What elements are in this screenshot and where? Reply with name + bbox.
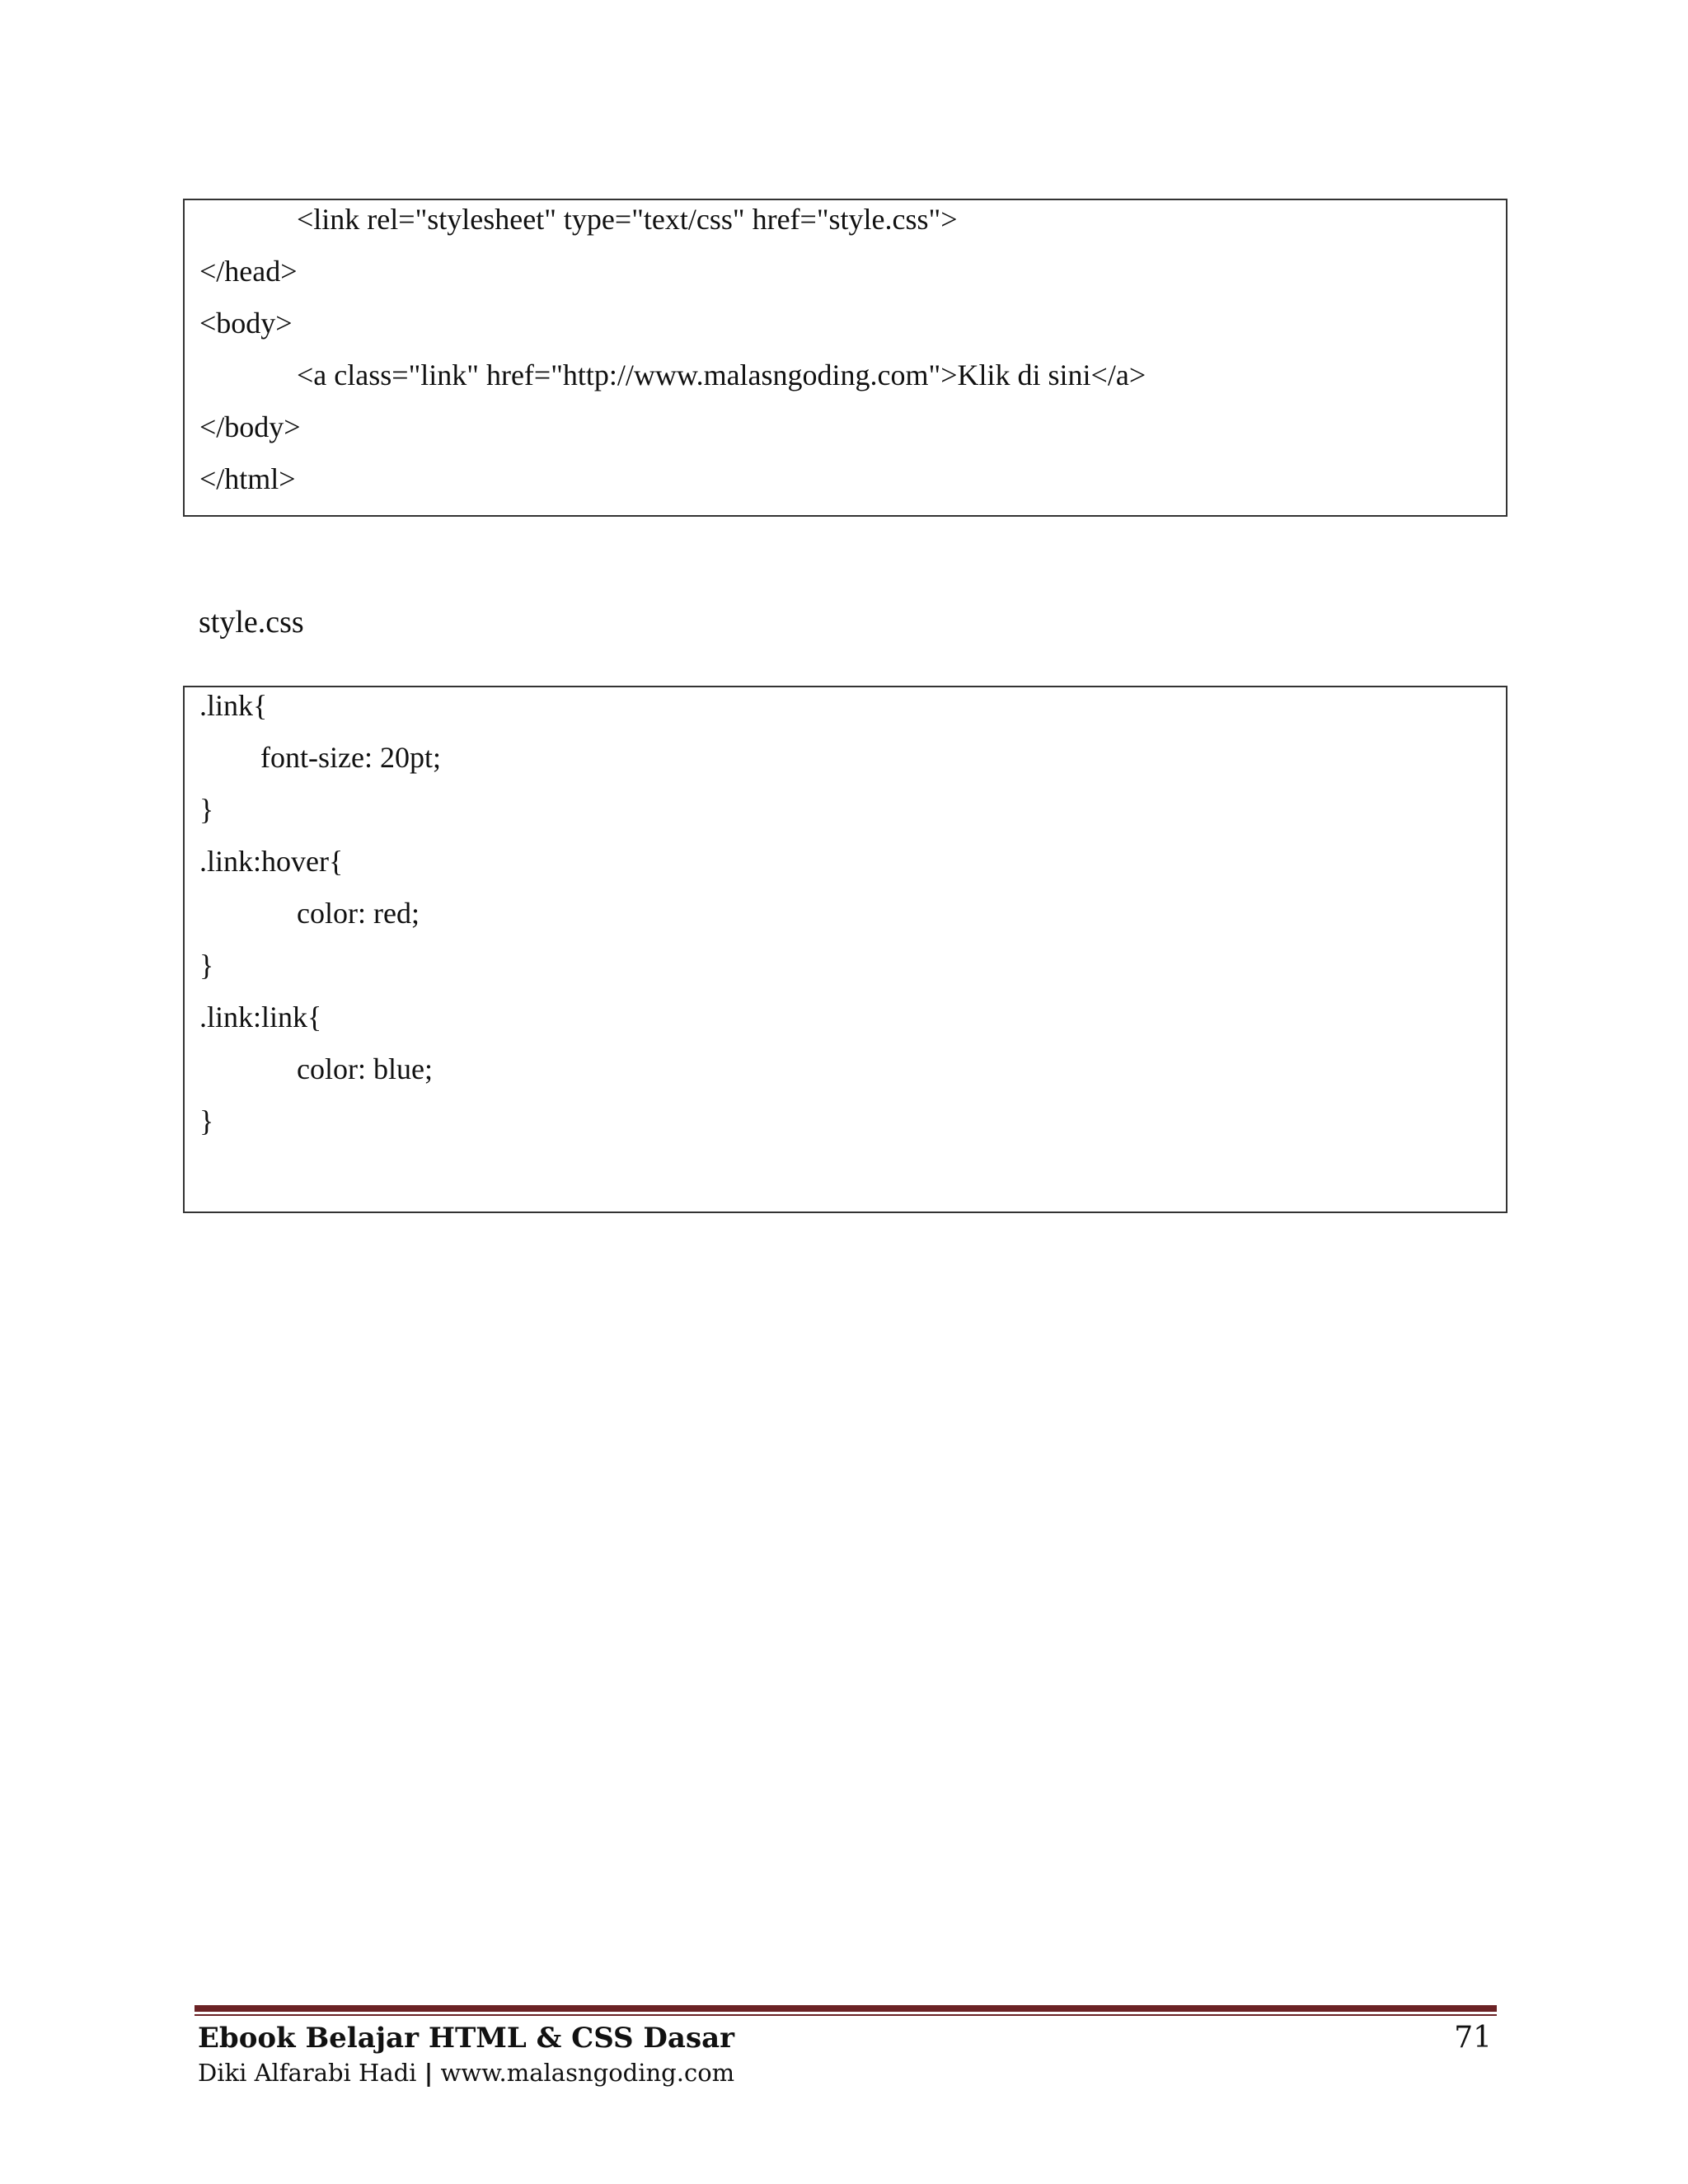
- footer-divider: [195, 2005, 1497, 2012]
- css-file-label: style.css: [199, 605, 304, 640]
- footer-author-line: [198, 2058, 734, 2088]
- code-line: }: [199, 949, 214, 982]
- css-code-box: [183, 686, 1507, 1213]
- page-number: 71: [1454, 2021, 1492, 2055]
- website-link: www.malasngoding.com: [440, 2059, 735, 2087]
- code-line: }: [199, 1104, 214, 1137]
- html-code-box: [183, 199, 1507, 517]
- footer-divider-thin: [195, 2014, 1497, 2016]
- author-name: Diki Alfarabi Hadi: [198, 2059, 417, 2087]
- code-line: .link:hover{: [199, 845, 344, 878]
- code-line: <a class="link" href="http://www.malasngoding.com">Klik di sini</a>: [297, 359, 1146, 391]
- code-line: </body>: [199, 410, 301, 443]
- footer-book-title: Ebook Belajar HTML & CSS Dasar: [198, 2022, 735, 2055]
- code-line: .link:link{: [199, 1001, 322, 1033]
- code-line: }: [199, 793, 214, 826]
- code-line: font-size: 20pt;: [260, 741, 441, 774]
- code-line: .link{: [199, 689, 268, 722]
- code-line: </head>: [199, 255, 298, 288]
- footer-separator: |: [424, 2059, 434, 2087]
- code-line: color: blue;: [297, 1052, 433, 1085]
- code-line: <body>: [199, 307, 293, 340]
- code-line: color: red;: [297, 897, 420, 930]
- code-line: </html>: [199, 462, 296, 495]
- code-line: <link rel="stylesheet" type="text/css" href="style.css">: [297, 203, 958, 236]
